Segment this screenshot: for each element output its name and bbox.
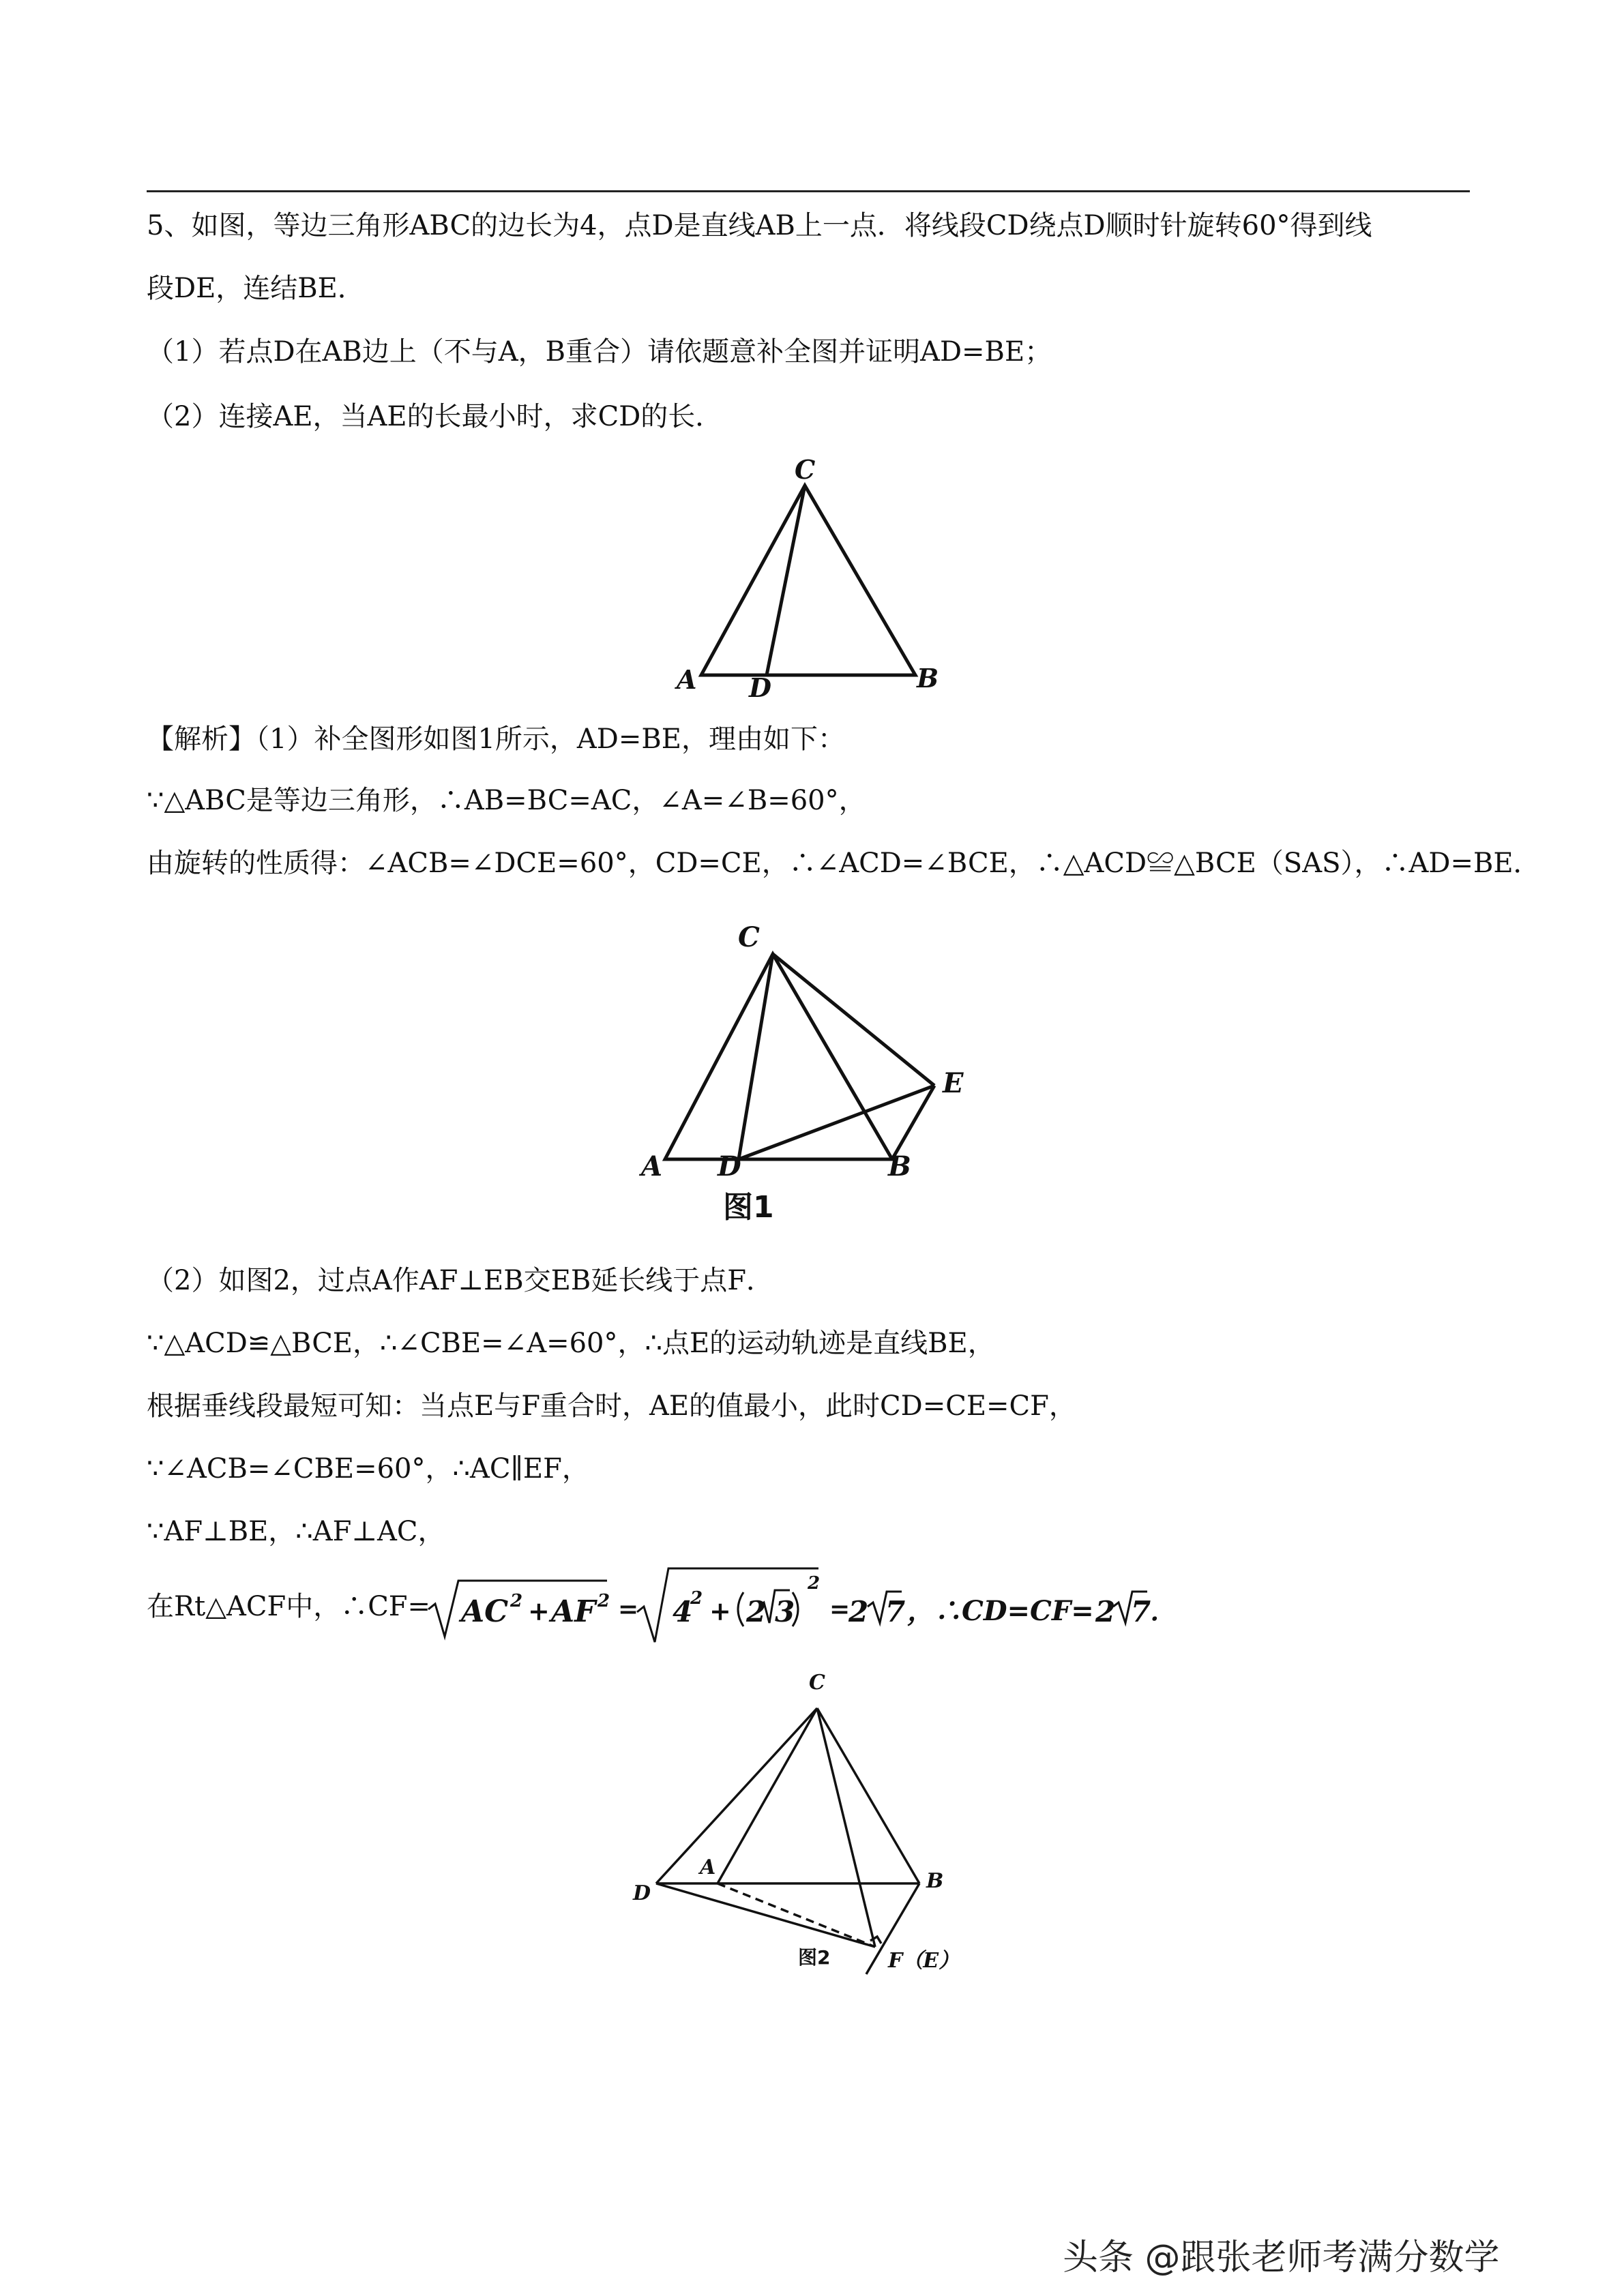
watermark: 头条 @跟张老师考满分数学 — [1063, 2237, 1500, 2278]
equals-2: = — [829, 1595, 851, 1624]
af-term: AF — [551, 1594, 596, 1629]
two-coef-3: 2 — [1095, 1595, 1116, 1628]
label-c: C — [795, 454, 816, 485]
af-exponent: 2 — [597, 1591, 610, 1611]
solution-line-6: 根据垂线段最短可知：当点E与F重合时，AE的值最小，此时CD=CE=CF， — [147, 1390, 1076, 1422]
problem-line-1: 5、如图，等边三角形ABC的边长为4，点D是直线AB上一点．将线段CD绕点D顺时针旋转60°得到线 — [147, 210, 1372, 241]
four: 4 — [673, 1595, 693, 1628]
solution-line-8: ∵AF⊥BE，∴AF⊥AC， — [147, 1516, 445, 1547]
label-f-e: F（E） — [888, 1949, 960, 1973]
figure-triangle-abc — [655, 447, 941, 706]
equals-1: = — [618, 1595, 639, 1624]
four-exponent: 2 — [690, 1588, 703, 1609]
solution-line-2: ∵△ABC是等边三角形，∴AB=BC=AC，∠A=∠B=60°， — [147, 785, 866, 816]
solution-line-5: ∵△ACD≌△BCE，∴∠CBE=∠A=60°，∴点E的运动轨迹是直线BE， — [147, 1328, 995, 1359]
label-b: B — [888, 1150, 911, 1182]
solution-line-9-prefix: 在Rt△ACF中，∴CF= — [147, 1591, 431, 1622]
label-b: B — [926, 1869, 944, 1893]
formula-mid: ，∴CD=CF= — [907, 1595, 1094, 1627]
problem-part-1: （1）若点D在AB边上（不与A，B重合）请依题意补全图并证明AD=BE； — [147, 336, 1052, 368]
label-c: C — [809, 1671, 825, 1695]
two-coef-2: 2 — [848, 1595, 869, 1628]
label-e: E — [943, 1067, 964, 1099]
seven: 7 — [885, 1595, 906, 1628]
seven-2: 7 — [1131, 1595, 1151, 1628]
figure-1-caption: 图1 — [723, 1190, 774, 1225]
ac-term: AC — [461, 1594, 509, 1629]
solution-line-3: 由旋转的性质得：∠ACB=∠DCE=60°，CD=CE，∴∠ACD=∠BCE，∴△ACD≌△BCE（SAS），∴AD=BE． — [147, 848, 1541, 879]
paren-exponent: 2 — [808, 1573, 821, 1594]
figure-2 — [614, 1664, 996, 1998]
label-a: A — [700, 1855, 716, 1879]
solution-line-1: 【解析】（1）补全图形如图1所示，AD=BE，理由如下： — [147, 724, 845, 755]
header-rule — [147, 190, 1470, 192]
label-d: D — [718, 1150, 741, 1182]
problem-part-2: （2）连接AE，当AE的长最小时，求CD的长． — [147, 401, 723, 432]
figure-2-caption: 图2 — [798, 1946, 831, 1969]
solution-line-4: （2）如图2，过点A作AF⊥EB交EB延长线于点F． — [147, 1265, 773, 1296]
label-b: B — [917, 663, 939, 694]
label-a: A — [641, 1150, 663, 1182]
formula-end: ． — [1150, 1595, 1177, 1627]
label-c: C — [738, 921, 760, 953]
three: 3 — [775, 1595, 795, 1628]
plus-1: + — [528, 1596, 550, 1626]
cf-formula — [423, 1562, 1187, 1650]
label-d: D — [749, 672, 771, 703]
problem-line-2: 段DE，连结BE． — [147, 273, 365, 304]
ac-exponent: 2 — [510, 1591, 523, 1611]
figure-1 — [628, 907, 982, 1234]
label-a: A — [677, 664, 697, 695]
plus-2: + — [709, 1596, 731, 1626]
two-coef: 2 — [746, 1595, 767, 1628]
label-d: D — [633, 1881, 651, 1905]
solution-line-7: ∵∠ACB=∠CBE=60°，∴AC∥EF， — [147, 1453, 589, 1485]
